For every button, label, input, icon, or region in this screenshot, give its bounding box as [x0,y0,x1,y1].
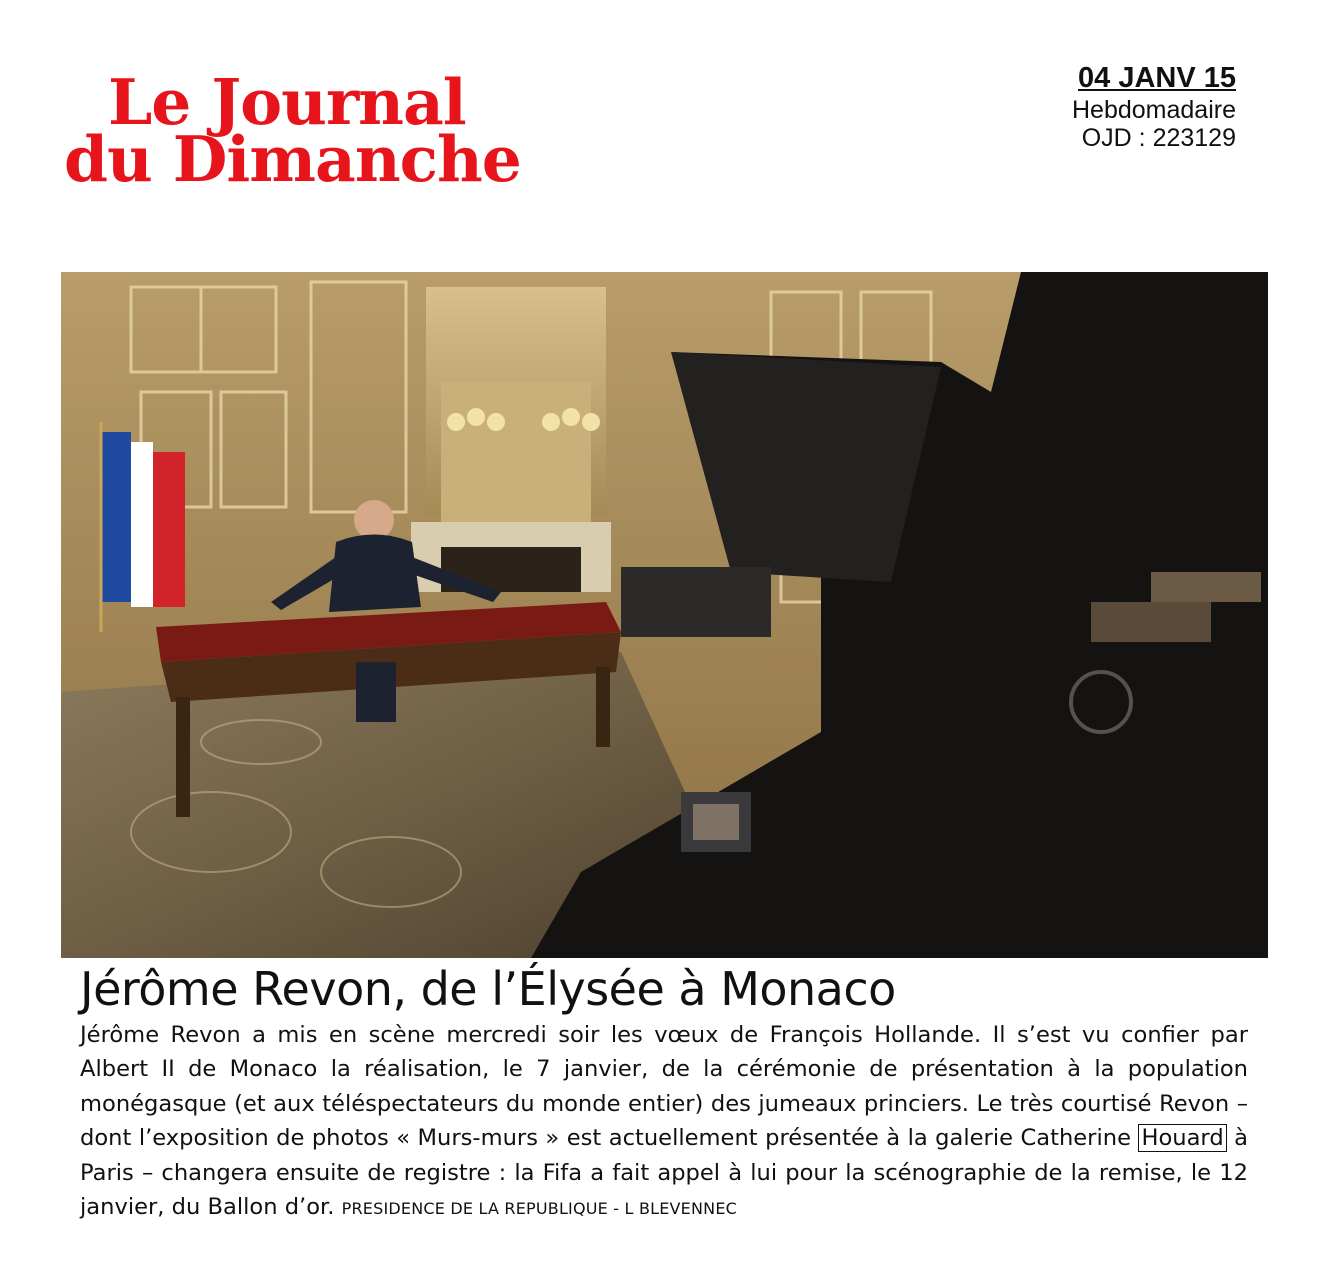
article-body-part-2: à Paris – changera ensuite de registre : la Fifa a fait appel à lui pour la scénographie de la remise, le 12 janvier, du Ballon d’or. [80,1125,1248,1221]
photo-credit: PRESIDENCE DE LA REPUBLIQUE - L BLEVENNEC [341,1199,738,1219]
logo-line-1: Le Journal [108,65,466,139]
article-body-part-1: Jérôme Revon a mis en scène mercredi soir les vœux de François Hollande. Il s’est vu confier par Albert II de Monaco la réalisation, le 7 janvier, de la cérémonie de présentation à la population monégasque (et aux téléspectateurs du monde entier) des jumeaux princiers. Le très courtisé Revon – dont l’exposition de photos « Murs-murs » est actuellement présentée à la galerie Catherine [80,1022,1248,1152]
newspaper-logo [64,65,544,196]
publication-meta [1072,60,1236,152]
publication-date: 04 JANV 15 [1078,62,1236,94]
photo-illustration [61,272,1268,958]
article-body [80,1018,1248,1226]
article-headline: Jérôme Revon, de l’Élysée à Monaco [80,962,896,1016]
publication-frequency: Hebdomadaire [1072,96,1236,124]
logo-line-2: du Dimanche [64,122,521,196]
highlighted-name: Houard [1138,1124,1226,1152]
circulation-ojd: OJD : 223129 [1081,124,1236,152]
article-photo [61,272,1268,958]
